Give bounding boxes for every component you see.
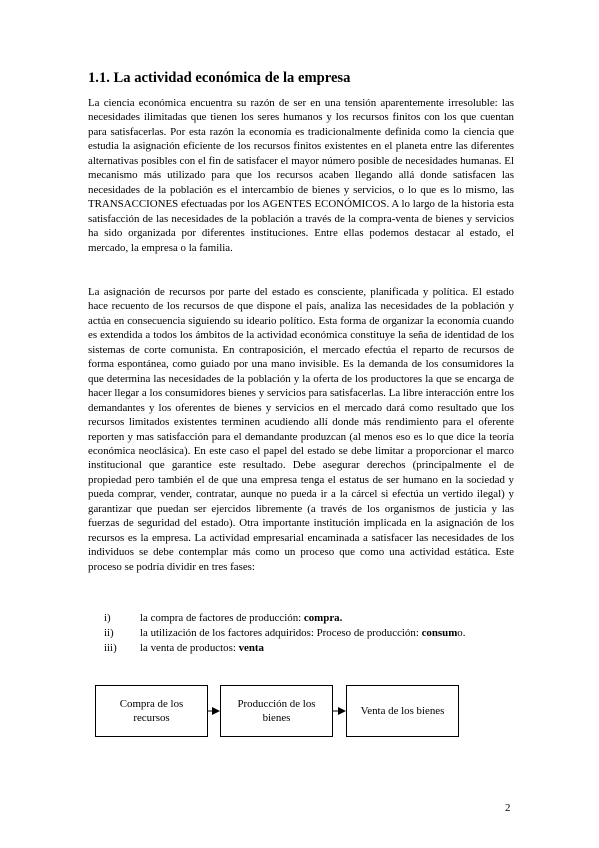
flow-box-label: Venta de los bienes bbox=[360, 705, 445, 717]
phase-number: ii) bbox=[104, 627, 114, 640]
flow-box-compra bbox=[95, 685, 208, 737]
section-heading: 1.1. La actividad económica de la empresa bbox=[88, 70, 351, 86]
flow-box-venta bbox=[346, 685, 459, 737]
phase-text: la compra de factores de producción: bbox=[140, 612, 304, 624]
phase-keyword: compra. bbox=[303, 612, 343, 624]
phase-number: i) bbox=[104, 612, 111, 624]
paragraph-intro: La ciencia económica encuentra su razón de ser en una tensión aparentemente irresoluble: las necesidades ilimitadas que tienen los seres humanos y los recursos finitos con los que cuentan para satisfacerlas. Por esta razón la economía es tradicionalmente definida como la ciencia que estudia la asignación eficiente de los recursos finitos existentes en el planeta entre las diferentes alternativas posibles con el fin de satisfacer el mayor número posible de necesidades humanas. El mecanismo más utilizado para que los recursos acaben llegando allá donde satisfacen las necesidades de la población es el intercambio de bienes y servicios, o lo que es lo mismo, las TRANSACCIONES efectuadas por los AGENTES ECONÓMICOS. A lo largo de la historia esta satisfacción de las necesidades de la población a través de la compra-venta de bienes y servicios ha sido organizada por diferentes instituciones. Entre ellas podemos destacar al estado, el mercado, la empresa o la familia. bbox=[88, 97, 514, 254]
phase-item-compra bbox=[104, 611, 524, 626]
phase-text: la venta de productos: bbox=[140, 642, 239, 655]
flow-box-label: Producción de los bienes bbox=[237, 698, 316, 724]
phase-text: la utilización de los factores adquiridos: Proceso de producción: bbox=[140, 627, 422, 640]
phase-item-consumo bbox=[104, 626, 524, 641]
phase-keyword: consum bbox=[421, 627, 458, 640]
phase-keyword: venta bbox=[238, 642, 265, 655]
phase-item-venta bbox=[104, 641, 524, 656]
paragraph-resource-allocation: La asignación de recursos por parte del estado es consciente, planificada y política. El estado hace recuento de los recursos de que dispone el país, analiza las necesidades de la población y actúa en consecuencia siguiendo su ideario político. Esta forma de organizar la economía cuando es extendida a todos los ámbitos de la actividad económica constituye la seña de identidad de los sistemas de corte comunista. En contraposición, el mercado efectúa el reparto de recursos de forma espontánea, como guiado por una mano invisible. Es la demanda de los consumidores la que determina las necesidades de la población y la oferta de los productores la que se encarga de hacer llegar a los consumidores bienes y servicios para satisfacerlas. La libre interacción entre los demandantes y los oferentes de bienes y servicios en el mercado dará como resultado que los recursos limitados existentes terminen acudiendo allí donde más rendimiento para el oferente reporten y mas satisfacción para el demandante produzcan (al menos eso es lo que dice la teoría económica neoclásica). En este caso el papel del estado se debe limitar a proporcionar el marco institucional que garantice este resultado. Debe asegurar derechos (principalmente el de propiedad pero también el de que una empresa tenga el estatus de ser humano en la sociedad y pueda comprar, vender, contratar, aunque no pueda ir a la cárcel si efectúa un vertido ilegal) y garantizar que puedan ser ejercidos libremente (a través de los organismos de justicia y las fuerzas de seguridad del estado). Otra importante institución implicada en la asignación de los recursos es la empresa. La actividad empresarial encaminada a satisfacer las necesidades de los individuos se debe contemplar más como un proceso que como una actividad estática. Este proceso se podría dividir en tres fases: bbox=[88, 286, 514, 573]
flow-box-produccion bbox=[220, 685, 333, 737]
phase-list bbox=[104, 611, 524, 657]
page-number: 2 bbox=[505, 802, 511, 814]
flow-box-label: Compra de los recursos bbox=[119, 698, 184, 724]
phase-number: iii) bbox=[104, 642, 117, 655]
phase-tail: o. bbox=[457, 627, 466, 640]
